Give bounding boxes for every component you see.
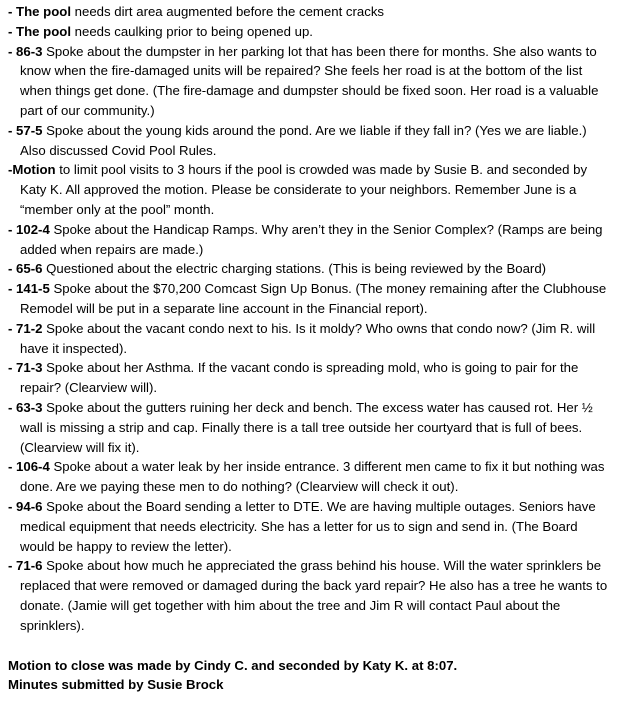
minutes-item-8 bbox=[8, 279, 611, 319]
item-label: - 86-3 bbox=[8, 43, 43, 59]
item-text: to limit pool visits to 3 hours if the pool is crowded was made by Susie B. and seconded by Katy K. All approved the motion. Please be considerate to your neighbors. Remember June is a “member only at the pool” month. bbox=[20, 162, 588, 217]
item-label: - The pool bbox=[8, 23, 71, 39]
minutes-item-7 bbox=[8, 259, 611, 279]
item-label: - 65-6 bbox=[8, 261, 43, 277]
item-label: - 71-6 bbox=[8, 558, 43, 574]
item-text: Spoke about the Board sending a letter to DTE. We are having multiple outages. Seniors have medical equipment that needs electricity. She has a letter for us to sign and send in. (The Board would be happy to review the letter). bbox=[20, 498, 596, 554]
item-label: - 106-4 bbox=[8, 459, 50, 475]
minutes-item-13 bbox=[8, 497, 611, 556]
minutes-item-9 bbox=[8, 319, 611, 359]
item-text: Questioned about the electric charging stations. (This is being reviewed by the Board) bbox=[42, 261, 547, 277]
item-label: -Motion bbox=[8, 162, 56, 178]
item-text: needs dirt area augmented before the cement cracks bbox=[71, 4, 385, 19]
item-label: - The pool bbox=[8, 4, 71, 19]
minutes-submitted-by: Minutes submitted by Susie Brock bbox=[8, 677, 224, 693]
item-text: Spoke about a water leak by her inside entrance. 3 different men came to fix it but nothing was done. Are we paying these men to do nothing? (Clearview will check it out). bbox=[20, 459, 605, 495]
item-text: needs caulking prior to being opened up. bbox=[71, 23, 313, 39]
closing-motion: Motion to close was made by Cindy C. and seconded by Katy K. at 8:07. bbox=[8, 657, 458, 673]
item-label: - 63-3 bbox=[8, 399, 43, 415]
minutes-item-14 bbox=[8, 556, 611, 635]
spacer bbox=[8, 636, 611, 656]
minutes-item-10 bbox=[8, 358, 611, 398]
item-text: Spoke about the vacant condo next to his. Is it moldy? Who owns that condo now? (Jim R. will have it inspected). bbox=[20, 320, 596, 356]
minutes-item-6 bbox=[8, 220, 611, 260]
item-label: - 141-5 bbox=[8, 281, 50, 297]
item-text: Spoke about the dumpster in her parking lot that has been there for months. She also wants to know when the fire-damaged units will be repaired? She feels her road is at the bottom of the list when things get done. (The fire-damage and dumpster should be fixed soon. Her road is a valuable part of our community.) bbox=[20, 43, 599, 118]
minutes-item-12 bbox=[8, 457, 611, 497]
minutes-item-5 bbox=[8, 160, 611, 219]
minutes-item-3 bbox=[8, 42, 611, 121]
minutes-item-2 bbox=[8, 22, 611, 42]
minutes-item-4 bbox=[8, 121, 611, 161]
item-label: - 71-3 bbox=[8, 360, 43, 376]
item-label: - 94-6 bbox=[8, 498, 43, 514]
item-label: - 71-2 bbox=[8, 320, 43, 336]
item-text: Spoke about her Asthma. If the vacant condo is spreading mold, who is going to pair for the repair? (Clearview will). bbox=[20, 360, 579, 396]
item-label: - 57-5 bbox=[8, 122, 43, 138]
item-text: Spoke about the gutters ruining her deck and bench. The excess water has caused rot. Her ½ wall is missing a strip and cap. Finally there is a tall tree outside her courtyard that is full of bees. (Clearview will fix it). bbox=[20, 399, 593, 455]
item-text: Spoke about the $70,200 Comcast Sign Up Bonus. (The money remaining after the Clubhouse Remodel will be put in a separate line account in the Financial report). bbox=[20, 281, 607, 316]
item-text: Spoke about the young kids around the pond. Are we liable if they fall in? (Yes we are liable.) Also discussed Covid Pool Rules. bbox=[20, 122, 587, 158]
minutes-item-11 bbox=[8, 398, 611, 457]
item-text: Spoke about the Handicap Ramps. Why aren’t they in the Senior Complex? (Ramps are being added when repairs are made.) bbox=[20, 221, 603, 257]
minutes-item-1 bbox=[8, 2, 611, 22]
item-label: - 102-4 bbox=[8, 221, 50, 237]
item-text: Spoke about how much he appreciated the grass behind his house. Will the water sprinklers be replaced that were removed or damaged during the back yard repair? He also has a tree he wants to donate. (Jamie will get together with him about the tree and Jim R will contact Paul about the sprinklers). bbox=[20, 558, 608, 633]
